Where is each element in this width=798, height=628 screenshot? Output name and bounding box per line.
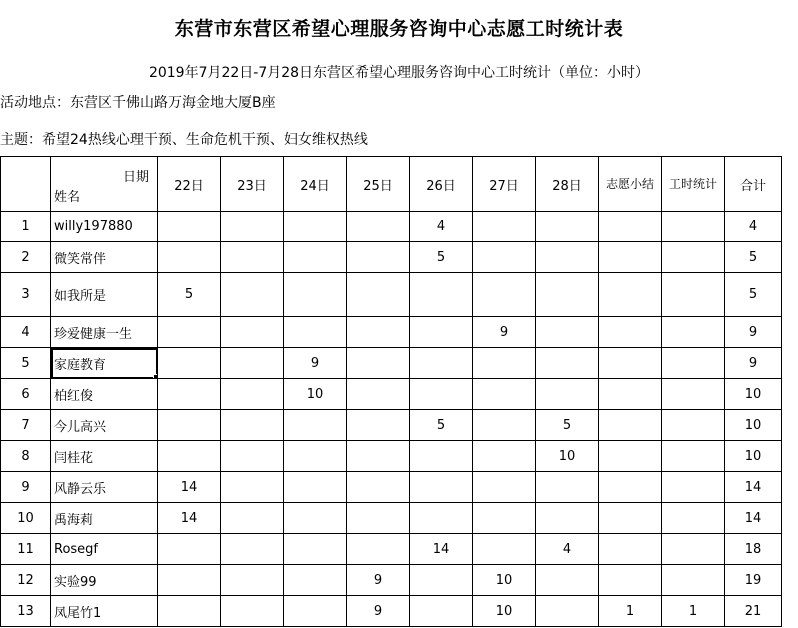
hours-cell[interactable]: [410, 273, 473, 317]
hours-cell[interactable]: [221, 317, 284, 348]
hours-cell[interactable]: [221, 596, 284, 627]
volunteer-name-cell[interactable]: 如我所是: [51, 273, 158, 317]
volunteer-name-cell[interactable]: 风静云乐: [51, 472, 158, 503]
hours-cell[interactable]: [158, 596, 221, 627]
hours-cell[interactable]: [221, 273, 284, 317]
total-cell[interactable]: 10: [725, 441, 782, 472]
hours-cell[interactable]: [158, 317, 221, 348]
hours-cell[interactable]: [410, 472, 473, 503]
hours-cell[interactable]: [347, 472, 410, 503]
row-index-cell[interactable]: 3: [1, 273, 51, 317]
hours-cell[interactable]: 14: [410, 534, 473, 565]
hours-cell[interactable]: 1: [662, 596, 725, 627]
table-row: [1, 565, 782, 596]
hours-cell[interactable]: [599, 317, 662, 348]
header-day-25[interactable]: 25日: [347, 157, 410, 212]
row-index-cell[interactable]: 5: [1, 348, 51, 379]
hours-cell[interactable]: [599, 503, 662, 534]
hours-cell[interactable]: 9: [347, 565, 410, 596]
hours-cell[interactable]: [158, 441, 221, 472]
hours-cell[interactable]: [473, 534, 536, 565]
header-row: [1, 157, 782, 212]
volunteer-name-cell[interactable]: willy197880: [51, 212, 158, 242]
hours-cell[interactable]: [347, 410, 410, 441]
hours-cell[interactable]: [473, 273, 536, 317]
hours-cell[interactable]: [662, 379, 725, 410]
hours-cell[interactable]: [473, 379, 536, 410]
hours-cell[interactable]: [221, 348, 284, 379]
total-cell[interactable]: 19: [725, 565, 782, 596]
hours-cell[interactable]: [347, 379, 410, 410]
volunteer-name-cell[interactable]: 珍爱健康一生: [51, 317, 158, 348]
hours-cell[interactable]: 5: [410, 242, 473, 273]
hours-cell[interactable]: [662, 472, 725, 503]
volunteer-name-cell[interactable]: 凤尾竹1: [51, 596, 158, 627]
hours-cell[interactable]: [221, 472, 284, 503]
hours-cell[interactable]: [221, 534, 284, 565]
hours-cell[interactable]: 9: [347, 596, 410, 627]
hours-cell[interactable]: [599, 273, 662, 317]
hours-cell[interactable]: [347, 503, 410, 534]
hours-cell[interactable]: [536, 273, 599, 317]
hours-cell[interactable]: [347, 348, 410, 379]
hours-cell[interactable]: [662, 441, 725, 472]
row-index-cell[interactable]: 11: [1, 534, 51, 565]
hours-cell[interactable]: [599, 410, 662, 441]
hours-cell[interactable]: 10: [473, 596, 536, 627]
row-index-cell[interactable]: 4: [1, 317, 51, 348]
hours-cell[interactable]: [410, 348, 473, 379]
table-row: [1, 441, 782, 472]
table-row: [1, 472, 782, 503]
hours-cell[interactable]: [536, 212, 599, 242]
total-cell[interactable]: 5: [725, 273, 782, 317]
hours-cell[interactable]: [662, 212, 725, 242]
hours-cell[interactable]: [158, 410, 221, 441]
hours-cell[interactable]: [410, 441, 473, 472]
hours-cell[interactable]: [662, 534, 725, 565]
total-cell[interactable]: 18: [725, 534, 782, 565]
hours-cell[interactable]: [158, 212, 221, 242]
hours-cell[interactable]: 10: [536, 441, 599, 472]
hours-cell[interactable]: [473, 503, 536, 534]
table-row: [1, 273, 782, 317]
hours-cell[interactable]: [284, 410, 347, 441]
header-day-26[interactable]: 26日: [410, 157, 473, 212]
hours-cell[interactable]: 5: [410, 410, 473, 441]
hours-cell[interactable]: [158, 348, 221, 379]
total-cell[interactable]: 4: [725, 212, 782, 242]
hours-cell[interactable]: [473, 410, 536, 441]
hours-cell[interactable]: 1: [599, 596, 662, 627]
hours-cell[interactable]: [473, 242, 536, 273]
header-day-28[interactable]: 28日: [536, 157, 599, 212]
total-cell[interactable]: 14: [725, 503, 782, 534]
hours-cell[interactable]: 5: [158, 273, 221, 317]
hours-cell[interactable]: [410, 596, 473, 627]
hours-cell[interactable]: [536, 503, 599, 534]
hours-cell[interactable]: [536, 565, 599, 596]
table-row: [1, 534, 782, 565]
hours-cell[interactable]: 4: [410, 212, 473, 242]
hours-cell[interactable]: [284, 472, 347, 503]
row-index-cell[interactable]: 9: [1, 472, 51, 503]
header-day-24[interactable]: 24日: [284, 157, 347, 212]
hours-cell[interactable]: [158, 565, 221, 596]
hours-cell[interactable]: [599, 441, 662, 472]
hours-cell[interactable]: [662, 348, 725, 379]
hours-cell[interactable]: [599, 348, 662, 379]
total-cell[interactable]: 14: [725, 472, 782, 503]
table-row: [1, 242, 782, 273]
row-index-cell[interactable]: 10: [1, 503, 51, 534]
header-day-22[interactable]: 22日: [158, 157, 221, 212]
table-row: [1, 212, 782, 242]
row-index-cell[interactable]: 6: [1, 379, 51, 410]
hours-cell[interactable]: 10: [284, 379, 347, 410]
hours-cell[interactable]: [536, 472, 599, 503]
hours-cell[interactable]: [662, 410, 725, 441]
hours-cell[interactable]: 9: [473, 317, 536, 348]
total-cell[interactable]: 21: [725, 596, 782, 627]
hours-cell[interactable]: [158, 242, 221, 273]
hours-cell[interactable]: [347, 273, 410, 317]
hours-cell[interactable]: [662, 242, 725, 273]
hours-cell[interactable]: [221, 212, 284, 242]
hours-cell[interactable]: [473, 212, 536, 242]
corner-date-label: 日期: [122, 170, 149, 185]
hours-cell[interactable]: [284, 317, 347, 348]
hours-cell[interactable]: [347, 534, 410, 565]
hours-cell[interactable]: [473, 441, 536, 472]
header-day-23[interactable]: 23日: [221, 157, 284, 212]
hours-cell[interactable]: [473, 472, 536, 503]
volunteer-name-cell[interactable]: 实验99: [51, 565, 158, 596]
volunteer-name-cell[interactable]: 家庭教育: [51, 348, 158, 379]
hours-cell[interactable]: 14: [158, 472, 221, 503]
table-row: [1, 317, 782, 348]
table-row: [1, 410, 782, 441]
row-index-cell[interactable]: 2: [1, 242, 51, 273]
hours-cell[interactable]: [347, 441, 410, 472]
hours-cell[interactable]: [599, 212, 662, 242]
total-cell[interactable]: 10: [725, 410, 782, 441]
hours-cell[interactable]: [662, 565, 725, 596]
total-cell[interactable]: 10: [725, 379, 782, 410]
hours-cell[interactable]: [284, 503, 347, 534]
volunteer-name-cell[interactable]: 闫桂花: [51, 441, 158, 472]
hours-cell[interactable]: [473, 348, 536, 379]
hours-cell[interactable]: [284, 441, 347, 472]
total-cell[interactable]: 5: [725, 242, 782, 273]
header-hours-stat[interactable]: 工时统计: [662, 157, 725, 212]
hours-cell[interactable]: 10: [473, 565, 536, 596]
hours-cell[interactable]: [221, 410, 284, 441]
row-index-cell[interactable]: 13: [1, 596, 51, 627]
hours-cell[interactable]: 4: [536, 534, 599, 565]
hours-cell[interactable]: [221, 379, 284, 410]
hours-cell[interactable]: 9: [284, 348, 347, 379]
header-index-cell[interactable]: [1, 157, 51, 212]
hours-cell[interactable]: [158, 379, 221, 410]
hours-cell[interactable]: 14: [158, 503, 221, 534]
header-day-27[interactable]: 27日: [473, 157, 536, 212]
row-index-cell[interactable]: 8: [1, 441, 51, 472]
sheet-title: 东营市东营区希望心理服务咨询中心志愿工时统计表: [174, 18, 624, 40]
volunteer-name-cell[interactable]: 今儿高兴: [51, 410, 158, 441]
hours-cell[interactable]: [284, 565, 347, 596]
hours-cell[interactable]: [599, 565, 662, 596]
hours-cell[interactable]: [536, 348, 599, 379]
table-row: [1, 379, 782, 410]
hours-table: [0, 156, 782, 627]
header-corner-cell[interactable]: [51, 157, 158, 212]
hours-cell[interactable]: [599, 534, 662, 565]
hours-cell[interactable]: 5: [536, 410, 599, 441]
volunteer-name-cell[interactable]: 柏红俊: [51, 379, 158, 410]
hours-cell[interactable]: [410, 503, 473, 534]
volunteer-name-cell[interactable]: Rosegf: [51, 534, 158, 565]
activity-location: 活动地点：东营区千佛山路万海金地大厦B座: [0, 95, 276, 111]
row-index-cell[interactable]: 1: [1, 212, 51, 242]
hours-cell[interactable]: [662, 273, 725, 317]
volunteer-name-cell[interactable]: 禹海莉: [51, 503, 158, 534]
table-row: [1, 596, 782, 627]
hours-cell[interactable]: [221, 503, 284, 534]
hours-cell[interactable]: [284, 242, 347, 273]
hours-cell[interactable]: [536, 242, 599, 273]
hours-cell[interactable]: [536, 596, 599, 627]
hours-cell[interactable]: [599, 379, 662, 410]
volunteer-name-cell[interactable]: 微笑常伴: [51, 242, 158, 273]
hours-cell[interactable]: [662, 317, 725, 348]
hours-cell[interactable]: [347, 212, 410, 242]
hours-cell[interactable]: [599, 242, 662, 273]
hours-cell[interactable]: [221, 441, 284, 472]
hours-cell[interactable]: [284, 534, 347, 565]
hours-cell[interactable]: [599, 472, 662, 503]
hours-cell[interactable]: [284, 212, 347, 242]
hours-cell[interactable]: [284, 596, 347, 627]
header-total[interactable]: 合计: [725, 157, 782, 212]
hours-cell[interactable]: [410, 565, 473, 596]
total-cell[interactable]: 9: [725, 317, 782, 348]
corner-name-label: 姓名: [54, 190, 81, 205]
row-index-cell[interactable]: 12: [1, 565, 51, 596]
hours-cell[interactable]: [347, 317, 410, 348]
hours-cell[interactable]: [536, 379, 599, 410]
header-volunteer-summary[interactable]: 志愿小结: [599, 157, 662, 212]
hours-cell[interactable]: [221, 565, 284, 596]
hours-cell[interactable]: [221, 242, 284, 273]
table-row: [1, 503, 782, 534]
activity-topic: 主题：希望24热线心理干预、生命危机干预、妇女维权热线: [0, 132, 368, 148]
total-cell[interactable]: 9: [725, 348, 782, 379]
hours-cell[interactable]: [158, 534, 221, 565]
table-row: [1, 348, 782, 379]
hours-cell[interactable]: [410, 379, 473, 410]
hours-cell[interactable]: [410, 317, 473, 348]
sheet-subtitle: 2019年7月22日-7月28日东营区希望心理服务咨询中心工时统计（单位：小时）: [148, 65, 650, 81]
hours-cell[interactable]: [662, 503, 725, 534]
hours-cell[interactable]: [536, 317, 599, 348]
row-index-cell[interactable]: 7: [1, 410, 51, 441]
hours-cell[interactable]: [284, 273, 347, 317]
hours-cell[interactable]: [347, 242, 410, 273]
